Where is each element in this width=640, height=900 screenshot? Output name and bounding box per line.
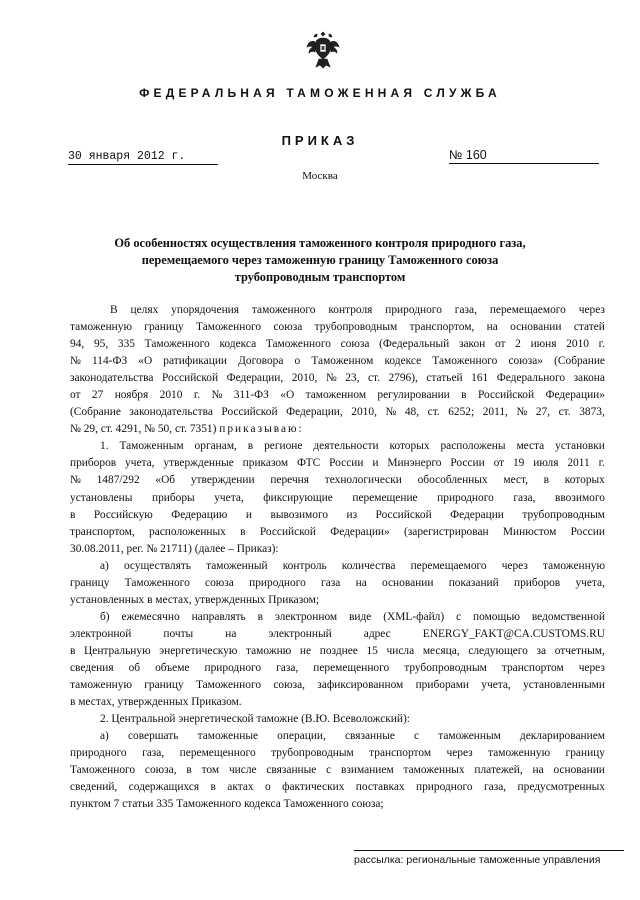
body-word: а) xyxy=(100,730,109,743)
body-word: Федерации, xyxy=(286,406,343,419)
body-word: 1. xyxy=(100,440,109,453)
body-word: г. xyxy=(598,457,605,470)
body-line xyxy=(70,779,605,796)
body-line xyxy=(70,438,605,455)
body-word: установлены xyxy=(70,491,133,504)
body-word: ратификации xyxy=(163,355,228,368)
body-word: № xyxy=(70,474,81,487)
body-word: России xyxy=(450,457,485,470)
body-word: ст. xyxy=(558,406,571,419)
body-line: 30.08.2011, рег. № 21711) (далее – Приказ): xyxy=(70,542,279,555)
body-line xyxy=(70,472,605,489)
body-word: Таможенного xyxy=(196,321,262,334)
body-word: учета, xyxy=(214,491,244,504)
body-word: Договора xyxy=(238,355,284,368)
body-line xyxy=(70,404,605,421)
body-word: ведомственной xyxy=(531,610,605,623)
body-word: 95, xyxy=(93,338,109,351)
body-word: 161 xyxy=(471,372,489,385)
body-word: транспортом, xyxy=(409,321,475,334)
body-word: природного xyxy=(385,304,442,316)
body-line xyxy=(70,319,605,336)
body-word: № xyxy=(385,406,397,419)
body-word: 1487/292 xyxy=(96,474,140,487)
body-word: газа, xyxy=(484,781,507,794)
body-word: через xyxy=(578,304,605,316)
body-word: в xyxy=(461,389,467,402)
body-word: 2796), xyxy=(388,372,418,385)
body-line xyxy=(70,353,605,370)
body-word: г. xyxy=(598,338,605,351)
body-word: закон xyxy=(458,338,486,351)
body-word: регионе xyxy=(264,440,303,453)
body-word: утверждении xyxy=(190,474,255,487)
body-word: месяца, xyxy=(422,644,460,657)
body-word: Федерацию xyxy=(171,508,228,521)
body-line-with-command xyxy=(70,421,605,438)
body-word: от xyxy=(494,338,506,351)
body-word: природного xyxy=(70,747,127,760)
body-line xyxy=(70,524,605,541)
body-word: помощью xyxy=(473,610,520,623)
body-word: фиксирующие xyxy=(263,491,333,504)
body-word: 2011, xyxy=(482,406,508,419)
body-word: виде xyxy=(349,610,372,623)
body-word: числе xyxy=(228,764,257,777)
body-word: 2010, xyxy=(351,406,377,419)
body-word: законодательства xyxy=(129,406,213,419)
prikazyvayu-word: приказываю: xyxy=(219,423,304,436)
body-word: таможенную xyxy=(542,559,605,572)
body-word: перемещенного xyxy=(179,747,256,760)
body-word: союза xyxy=(273,321,303,334)
body-word: направлять xyxy=(191,610,246,623)
body-word: границу xyxy=(144,679,184,692)
body-word: Российской xyxy=(375,508,432,521)
body-word: 2010 xyxy=(566,338,589,351)
body-line xyxy=(70,507,605,524)
body-line: № 29, ст. 4291, № 50, ст. 7351) xyxy=(70,423,217,436)
body-word: объеме xyxy=(155,661,190,674)
body-word: ст. xyxy=(367,372,380,385)
body-line xyxy=(70,575,605,592)
body-word: на xyxy=(355,576,367,589)
body-word: из xyxy=(346,508,358,521)
body-word: (Собрание xyxy=(554,355,605,368)
body-word: через xyxy=(501,559,528,572)
body-word: ENERGY_FAKT@CA.CUSTOMS.RU xyxy=(422,627,605,640)
body-word: числа xyxy=(386,644,415,657)
body-word: адрес xyxy=(363,627,391,640)
body-word: транспортом xyxy=(501,661,564,674)
body-word: газа, xyxy=(454,304,477,316)
body-word: границу xyxy=(565,747,605,760)
body-word: взиманием xyxy=(341,764,394,777)
body-word: в xyxy=(186,764,192,777)
order-date: 30 января 2012 г. xyxy=(68,150,218,165)
body-word: «О xyxy=(138,355,153,368)
body-word: июля xyxy=(533,457,559,470)
body-word: Российской xyxy=(161,372,219,385)
body-word: газа, xyxy=(513,491,536,504)
body-word: Центральную xyxy=(84,644,151,657)
body-word: в xyxy=(70,508,76,521)
title-line: трубопроводным транспортом xyxy=(234,270,406,284)
body-word: России xyxy=(329,457,364,470)
body-line xyxy=(70,609,605,626)
body-word: места xyxy=(516,440,545,453)
body-word: Таможенного xyxy=(144,338,210,351)
body-word: 48, xyxy=(404,406,420,419)
body-word: том xyxy=(201,764,220,777)
body-word: в xyxy=(257,610,264,623)
body-word: сведения xyxy=(70,661,114,674)
body-word: предусмотренных xyxy=(517,781,605,794)
body-word: в xyxy=(240,525,246,538)
body-word: о xyxy=(294,355,301,368)
body-word: газа, xyxy=(276,661,299,674)
body-word: Федерации xyxy=(450,508,504,521)
body-word: 94, xyxy=(70,338,85,351)
body-word: 311-ФЗ xyxy=(233,389,269,402)
document-type: ПРИКАЗ xyxy=(281,133,359,148)
body-word: границу xyxy=(70,576,110,589)
body-line-email xyxy=(70,626,605,643)
body-word: приказом xyxy=(242,457,289,470)
body-word: следующего xyxy=(468,644,528,657)
body-word: обособленных xyxy=(417,474,488,487)
body-word: (зарегистрирован xyxy=(404,525,489,538)
body-word: от xyxy=(70,389,81,402)
body-word: которых xyxy=(564,474,605,487)
body-word: электронной xyxy=(70,627,132,640)
body-word: через xyxy=(446,747,473,760)
body-word: Таможенном xyxy=(311,355,374,368)
body-word: Минюстом xyxy=(502,525,557,538)
body-word: перемещение xyxy=(352,491,418,504)
body-word: статей xyxy=(573,321,605,334)
body-word: союза» xyxy=(508,355,543,368)
body-word: утвержденные xyxy=(163,457,234,470)
order-number: № 160 xyxy=(449,148,599,164)
body-word: 27 xyxy=(91,389,104,402)
body-word: перечня xyxy=(270,474,310,487)
body-word: 15 xyxy=(366,644,378,657)
body-word: природного xyxy=(204,661,262,674)
body-word: ст. xyxy=(427,406,440,419)
body-word: перемещенного xyxy=(313,661,390,674)
body-word: России xyxy=(570,525,605,538)
body-word: энергетическую xyxy=(159,644,238,657)
body-word: сведений, xyxy=(70,781,118,794)
body-word: отчетным, xyxy=(554,644,605,657)
body-word: Российской xyxy=(221,406,278,419)
body-word: г. xyxy=(193,389,201,402)
body-line xyxy=(70,336,605,353)
body-word: Таможенным xyxy=(119,440,184,453)
body-word: Федерации» xyxy=(330,525,390,538)
body-word: трубопроводным xyxy=(271,747,354,760)
body-word: об xyxy=(128,661,141,674)
body-word: 23, xyxy=(345,372,360,385)
body-word: 335 xyxy=(117,338,135,351)
body-word: таможенные xyxy=(197,730,259,743)
body-word: природного xyxy=(249,576,306,589)
body-word: «Об xyxy=(155,474,176,487)
body-word: основании xyxy=(382,576,434,589)
body-word: в xyxy=(247,440,254,453)
body-word: таможенную xyxy=(70,679,132,692)
body-word: № xyxy=(516,406,528,419)
body-word: таможенных xyxy=(403,764,465,777)
agency-name: ФЕДЕРАЛЬНАЯ ТАМОЖЕННАЯ СЛУЖБА xyxy=(139,86,501,100)
body-line: в местах, утвержденных Приказом. xyxy=(70,696,242,709)
body-word: союза, xyxy=(144,764,177,777)
body-word: приборы xyxy=(151,491,195,504)
body-word: содержащихся xyxy=(128,781,200,794)
body-word: мест, xyxy=(503,474,528,487)
body-line xyxy=(70,387,605,404)
body-word: целях xyxy=(130,304,159,316)
body-word: ноября xyxy=(114,389,149,402)
body-word: количества xyxy=(341,559,396,572)
body-word: № xyxy=(325,372,337,385)
body-word: за xyxy=(536,644,547,657)
order-body xyxy=(70,302,605,813)
title-line: перемещаемого через таможенную границу Таможенного союза xyxy=(141,253,499,267)
body-word: № xyxy=(211,389,223,402)
body-word: контроля xyxy=(328,304,373,316)
body-word: которых xyxy=(389,440,430,453)
body-word: природного xyxy=(437,491,494,504)
body-word: Российской xyxy=(259,525,316,538)
body-word: связанные xyxy=(266,764,317,777)
body-word: союза xyxy=(340,338,370,351)
body-word: «О xyxy=(280,389,295,402)
body-word: осуществлять xyxy=(123,559,192,572)
body-line xyxy=(70,660,605,677)
body-word: операции, xyxy=(277,730,326,743)
body-word: природного xyxy=(415,781,473,794)
title-line: Об особенностях осуществления таможенного контроля природного газа, xyxy=(114,236,526,250)
body-word: электронный xyxy=(268,627,332,640)
body-word: Федерации» xyxy=(545,389,605,402)
body-word: 19 xyxy=(512,457,525,470)
body-word: 6252; xyxy=(448,406,475,419)
body-line xyxy=(70,643,605,660)
body-word: транспортом, xyxy=(70,525,135,538)
body-word: таможенном xyxy=(305,389,367,402)
body-word: с xyxy=(456,610,462,623)
body-word: ФТС xyxy=(296,457,321,470)
body-word: с xyxy=(414,730,420,743)
body-word: трубопроводным xyxy=(404,661,487,674)
body-word: 27, xyxy=(535,406,551,419)
body-word: в xyxy=(210,781,216,794)
body-word: июня xyxy=(530,338,557,351)
distribution-note: рассылка: региональные таможенные управления xyxy=(354,850,624,866)
order-title xyxy=(80,235,560,286)
body-line xyxy=(70,745,605,762)
body-line xyxy=(70,302,605,319)
body-word: и xyxy=(372,457,379,470)
body-word: учета, xyxy=(481,679,511,692)
body-word: Федерации, xyxy=(226,372,284,385)
body-word: (Федеральный xyxy=(379,338,450,351)
body-word: совершать xyxy=(127,730,179,743)
body-word: закона xyxy=(573,372,605,385)
body-word: трубопроводным xyxy=(522,508,605,521)
body-word: перемещаемого xyxy=(489,304,566,316)
body-line xyxy=(70,677,605,694)
body-word: установки xyxy=(555,440,605,453)
body-word: почты xyxy=(163,627,194,640)
body-line xyxy=(70,728,605,745)
body-line xyxy=(70,370,605,387)
body-word: перемещаемого xyxy=(410,559,487,572)
body-word: о xyxy=(264,781,271,794)
body-line: 2. Центральной энергетической таможне (В.Ю. Всеволожский): xyxy=(100,713,410,726)
body-word: Российской xyxy=(477,389,535,402)
body-word: актах xyxy=(227,781,254,794)
body-word: газа xyxy=(321,576,341,589)
body-word: таможню xyxy=(245,644,292,657)
body-word: 2 xyxy=(515,338,521,351)
body-word: таможенную xyxy=(488,747,551,760)
body-word: связанные xyxy=(344,730,395,743)
body-word: 2011 xyxy=(567,457,590,470)
body-word: (Собрание xyxy=(70,406,121,419)
body-word: ввозимого xyxy=(554,491,605,504)
body-word: б) xyxy=(100,610,110,623)
body-word: основании xyxy=(553,764,605,777)
body-word: расположенных xyxy=(149,525,226,538)
body-word: основании xyxy=(510,321,562,334)
body-word: 114-ФЗ xyxy=(91,355,128,368)
body-word: союза xyxy=(205,576,234,589)
body-word: газа, xyxy=(142,747,165,760)
body-word: приборами xyxy=(415,679,469,692)
body-word: платежей, xyxy=(474,764,523,777)
body-word: Российскую xyxy=(93,508,153,521)
body-line xyxy=(70,490,605,507)
body-word: установленными xyxy=(523,679,605,692)
body-word: учета, xyxy=(125,457,155,470)
body-word: трубопроводным xyxy=(314,321,398,334)
body-word: контроль xyxy=(282,559,327,572)
body-word: на xyxy=(225,627,237,640)
body-word: транспортом xyxy=(369,747,432,760)
body-word: регулировании xyxy=(377,389,450,402)
body-line xyxy=(70,558,605,575)
body-word: границу xyxy=(144,321,184,334)
body-word: позднее xyxy=(319,644,358,657)
body-word: поставках xyxy=(355,781,405,794)
body-word: 3873, xyxy=(579,406,605,419)
body-word: через xyxy=(578,661,605,674)
body-word: В xyxy=(110,304,118,316)
body-word: статьей xyxy=(426,372,463,385)
double-headed-eagle-emblem-icon xyxy=(306,28,340,70)
body-word: фактических xyxy=(282,781,345,794)
body-word: декларированием xyxy=(519,730,605,743)
order-city: Москва xyxy=(302,170,338,182)
body-line xyxy=(70,762,605,779)
body-word: Минэнерго xyxy=(387,457,442,470)
body-word: упорядочения xyxy=(171,304,240,316)
body-word: Таможенного xyxy=(124,576,190,589)
body-word: № xyxy=(70,355,81,368)
body-word: не xyxy=(299,644,312,657)
body-line xyxy=(70,455,605,472)
body-line: установленных в местах, утвержденных Приказом; xyxy=(70,593,320,606)
body-word: таможенного xyxy=(251,304,316,316)
body-word: в xyxy=(70,644,76,657)
body-word: зафиксированном xyxy=(317,679,404,692)
body-word: таможенную xyxy=(70,321,132,334)
body-word: Таможенного xyxy=(70,764,136,777)
body-word: Таможенного xyxy=(195,679,262,692)
body-word: законодательства xyxy=(70,372,154,385)
body-line: пунктом 7 статьи 335 Таможенного кодекса Таможенного союза; xyxy=(70,798,384,811)
body-word: 2010, xyxy=(291,372,318,385)
body-word: вывозимого xyxy=(270,508,329,521)
body-word: Федерального xyxy=(496,372,566,385)
body-word: органам, xyxy=(194,440,237,453)
body-word: таможенный xyxy=(206,559,268,572)
body-word: приборов xyxy=(70,457,117,470)
body-word: учета, xyxy=(575,576,605,589)
body-word: и xyxy=(245,508,252,521)
body-word: кодексе xyxy=(384,355,422,368)
body-word: (XML-файл) xyxy=(383,610,445,623)
body-word: Таможенного xyxy=(432,355,498,368)
body-word: Таможенного xyxy=(265,338,331,351)
body-word: деятельности xyxy=(313,440,379,453)
body-word: кодекса xyxy=(219,338,257,351)
body-word: на xyxy=(532,764,544,777)
body-word: расположены xyxy=(440,440,506,453)
body-word: показаний xyxy=(448,576,499,589)
body-word: в xyxy=(543,474,550,487)
body-word: технологически xyxy=(324,474,402,487)
body-word: приборов xyxy=(514,576,561,589)
body-word: с xyxy=(326,764,332,777)
body-word: электронном xyxy=(274,610,338,623)
body-word: от xyxy=(493,457,505,470)
body-word: таможенным xyxy=(438,730,501,743)
body-word: а) xyxy=(100,559,109,572)
body-word: ежемесячно xyxy=(121,610,180,623)
body-word: на xyxy=(486,321,498,334)
body-word: 2010 xyxy=(159,389,183,402)
body-word: союза, xyxy=(273,679,305,692)
